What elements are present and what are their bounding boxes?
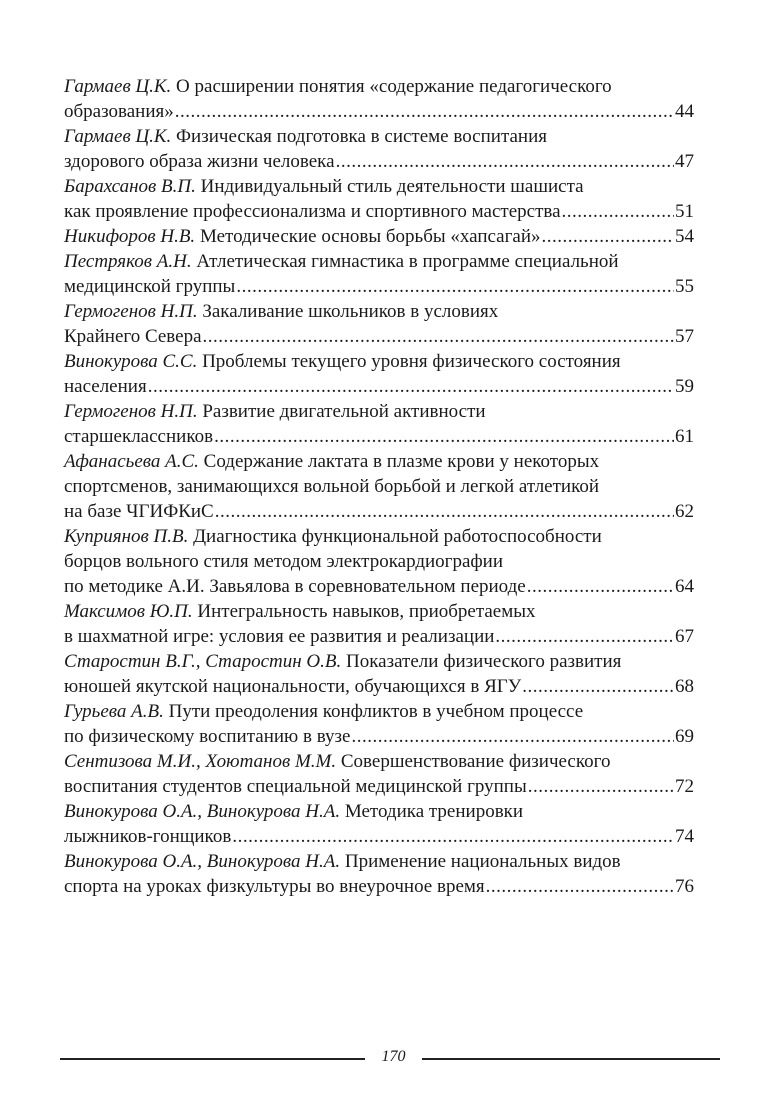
- entry-title-line: [64, 124, 694, 149]
- entry-author: Винокурова О.А., Винокурова Н.А.: [64, 851, 341, 872]
- entry-title-end: [64, 874, 485, 899]
- entry-title-text: в шахматной игре: условия ее развития и реализации: [64, 626, 495, 647]
- entry-page-number: 54: [675, 226, 694, 247]
- entry-title-end: [64, 149, 335, 174]
- dot-leader: [215, 499, 674, 524]
- entry-title-text: Индивидуальный стиль деятельности шашиста: [200, 176, 584, 197]
- toc-entry: [64, 649, 694, 699]
- toc-entry: [64, 224, 694, 249]
- dot-leader: [175, 99, 674, 124]
- entry-title-text: юношей якутской национальности, обучающихся в ЯГУ: [64, 676, 522, 697]
- toc-entry: [64, 349, 694, 399]
- entry-page-number: 55: [675, 276, 694, 297]
- dot-leader: [214, 424, 674, 449]
- entry-title-end: [64, 724, 350, 749]
- entry-title-end: [64, 99, 174, 124]
- entry-author: Максимов Ю.П.: [64, 601, 193, 622]
- entry-author: Сентизова М.И., Хоютанов М.М.: [64, 751, 337, 772]
- dot-leader: [495, 624, 674, 649]
- page-number: 170: [381, 1048, 406, 1065]
- entry-page-number: 61: [675, 426, 694, 447]
- entry-title-end: [64, 499, 214, 524]
- entry-last-line: [64, 99, 694, 124]
- entry-title-end: [64, 374, 147, 399]
- entry-last-line: [64, 574, 694, 599]
- toc-entry: [64, 449, 694, 524]
- entry-title-text: спорта на уроках физкультуры во внеурочное время: [64, 876, 485, 897]
- entry-title-text: по методике А.И. Завьялова в соревновательном периоде: [64, 576, 526, 597]
- entry-page-number: 68: [675, 676, 694, 697]
- entry-title-end: [64, 824, 231, 849]
- toc-entry: [64, 699, 694, 749]
- entry-title-text: борцов вольного стиля методом электрокардиографии: [64, 551, 504, 572]
- entry-author: Гармаев Ц.К.: [64, 126, 172, 147]
- entry-title-text: Диагностика функциональной работоспособности: [193, 526, 602, 547]
- entry-title-text: на базе ЧГИФКиС: [64, 501, 214, 522]
- entry-title-line: [64, 599, 694, 624]
- entry-title-text: населения: [64, 376, 147, 397]
- entry-author: Куприянов П.В.: [64, 526, 189, 547]
- entry-last-line: [64, 374, 694, 399]
- entry-author: Гермогенов Н.П.: [64, 401, 198, 422]
- entry-last-line: [64, 224, 694, 249]
- entry-title-end: [64, 324, 202, 349]
- entry-last-line: [64, 874, 694, 899]
- entry-author: Гармаев Ц.К.: [64, 76, 172, 97]
- toc-entry: [64, 174, 694, 224]
- entry-page-number: 62: [675, 501, 694, 522]
- entry-title-text: Показатели физического развития: [346, 651, 622, 672]
- entry-title-text: Физическая подготовка в системе воспитания: [176, 126, 547, 147]
- entry-title-text: О расширении понятия «содержание педагогического: [176, 76, 612, 97]
- entry-title-text: медицинской группы: [64, 276, 236, 297]
- dot-leader: [351, 724, 674, 749]
- entry-author: Гермогенов Н.П.: [64, 301, 198, 322]
- entry-title-text: Интегральность навыков, приобретаемых: [197, 601, 536, 622]
- entry-last-line: [64, 424, 694, 449]
- dot-leader: [336, 149, 674, 174]
- entry-title-text: Пути преодоления конфликтов в учебном процессе: [168, 701, 584, 722]
- entry-page-number: 74: [675, 826, 694, 847]
- entry-title-text: спортсменов, занимающихся вольной борьбой и легкой атлетикой: [64, 476, 600, 497]
- entry-author: Никифоров Н.В.: [64, 226, 196, 247]
- toc-entry: [64, 249, 694, 299]
- entry-author: Пестряков А.Н.: [64, 251, 192, 272]
- entry-last-line: [64, 774, 694, 799]
- dot-leader: [528, 774, 674, 799]
- footer-rule-right: [422, 1058, 720, 1060]
- dot-leader: [562, 199, 674, 224]
- entry-title-line: [64, 249, 694, 274]
- entry-title-text: воспитания студентов специальной медицинской группы: [64, 776, 527, 797]
- entry-last-line: [64, 724, 694, 749]
- entry-title-line: [64, 649, 694, 674]
- entry-title-line: [64, 474, 694, 499]
- entry-last-line: [64, 499, 694, 524]
- toc-entry: [64, 849, 694, 899]
- entry-title-text: Содержание лактата в плазме крови у некоторых: [203, 451, 600, 472]
- entry-author: Барахсанов В.П.: [64, 176, 196, 197]
- footer-rule-left: [60, 1058, 365, 1060]
- dot-leader: [236, 274, 674, 299]
- entry-last-line: [64, 324, 694, 349]
- entry-author: Винокурова О.А., Винокурова Н.А.: [64, 801, 341, 822]
- entry-author: Гурьева А.В.: [64, 701, 164, 722]
- entry-title-end: [64, 674, 521, 699]
- entry-last-line: [64, 824, 694, 849]
- entry-title-line: [64, 799, 694, 824]
- dot-leader: [203, 324, 674, 349]
- entry-title-line: [64, 349, 694, 374]
- entry-title-text: старшеклассников: [64, 426, 214, 447]
- entry-title-text: здорового образа жизни человека: [64, 151, 335, 172]
- dot-leader: [148, 374, 674, 399]
- entry-title-text: Применение национальных видов: [344, 851, 621, 872]
- entry-title-end: [64, 574, 526, 599]
- entry-title-text: образования»: [64, 101, 174, 122]
- entry-title-line: [64, 524, 694, 549]
- entry-page-number: 72: [675, 776, 694, 797]
- entry-author: Старостин В.Г., Старостин О.В.: [64, 651, 342, 672]
- entry-title-end: [64, 774, 527, 799]
- entry-last-line: [64, 274, 694, 299]
- entry-title-end: [64, 274, 235, 299]
- toc-entry: [64, 599, 694, 649]
- entry-title-text: Закаливание школьников в условиях: [202, 301, 499, 322]
- entry-title-line: [64, 174, 694, 199]
- entry-page-number: 59: [675, 376, 694, 397]
- entry-last-line: [64, 624, 694, 649]
- entry-page-number: 51: [675, 201, 694, 222]
- entry-title-line: [64, 399, 694, 424]
- entry-title-line: [64, 699, 694, 724]
- entry-page-number: 76: [675, 876, 694, 897]
- toc-entry: [64, 799, 694, 849]
- entry-title-line: [64, 449, 694, 474]
- entry-title-text: по физическому воспитанию в вузе: [64, 726, 351, 747]
- entry-title-line: [64, 74, 694, 99]
- page-footer: [60, 1048, 720, 1076]
- dot-leader: [232, 824, 674, 849]
- entry-title-text: как проявление профессионализма и спортивного мастерства: [64, 201, 561, 222]
- entry-title-text: Крайнего Севера: [64, 326, 202, 347]
- entry-title-end: [64, 224, 541, 249]
- entry-title-line: [64, 849, 694, 874]
- toc-entry: [64, 124, 694, 174]
- dot-leader: [486, 874, 674, 899]
- entry-title-text: Методические основы борьбы «хапсагай»: [199, 226, 541, 247]
- entry-page-number: 47: [675, 151, 694, 172]
- entry-title-end: [64, 624, 494, 649]
- entry-title-end: [64, 424, 213, 449]
- toc-entry: [64, 74, 694, 124]
- entry-page-number: 64: [675, 576, 694, 597]
- entry-title-text: Методика тренировки: [344, 801, 524, 822]
- entry-author: Афанасьева А.С.: [64, 451, 199, 472]
- toc-entry: [64, 524, 694, 599]
- entry-title-end: [64, 199, 561, 224]
- entry-title-text: Атлетическая гимнастика в программе специальной: [196, 251, 619, 272]
- entry-last-line: [64, 674, 694, 699]
- entry-title-text: Развитие двигательной активности: [202, 401, 486, 422]
- toc-entry: [64, 399, 694, 449]
- entry-author: Винокурова С.С.: [64, 351, 198, 372]
- entry-page-number: 44: [675, 101, 694, 122]
- entry-title-text: лыжников-гонщиков: [64, 826, 232, 847]
- entry-last-line: [64, 149, 694, 174]
- toc-entry: [64, 749, 694, 799]
- entry-page-number: 57: [675, 326, 694, 347]
- dot-leader: [522, 674, 674, 699]
- entry-page-number: 69: [675, 726, 694, 747]
- table-of-contents: [64, 74, 694, 899]
- entry-title-line: [64, 749, 694, 774]
- dot-leader: [527, 574, 674, 599]
- entry-title-text: Совершенствование физического: [340, 751, 611, 772]
- entry-title-line: [64, 299, 694, 324]
- dot-leader: [542, 224, 675, 249]
- entry-title-line: [64, 549, 694, 574]
- toc-entry: [64, 299, 694, 349]
- entry-page-number: 67: [675, 626, 694, 647]
- entry-last-line: [64, 199, 694, 224]
- entry-title-text: Проблемы текущего уровня физического состояния: [202, 351, 621, 372]
